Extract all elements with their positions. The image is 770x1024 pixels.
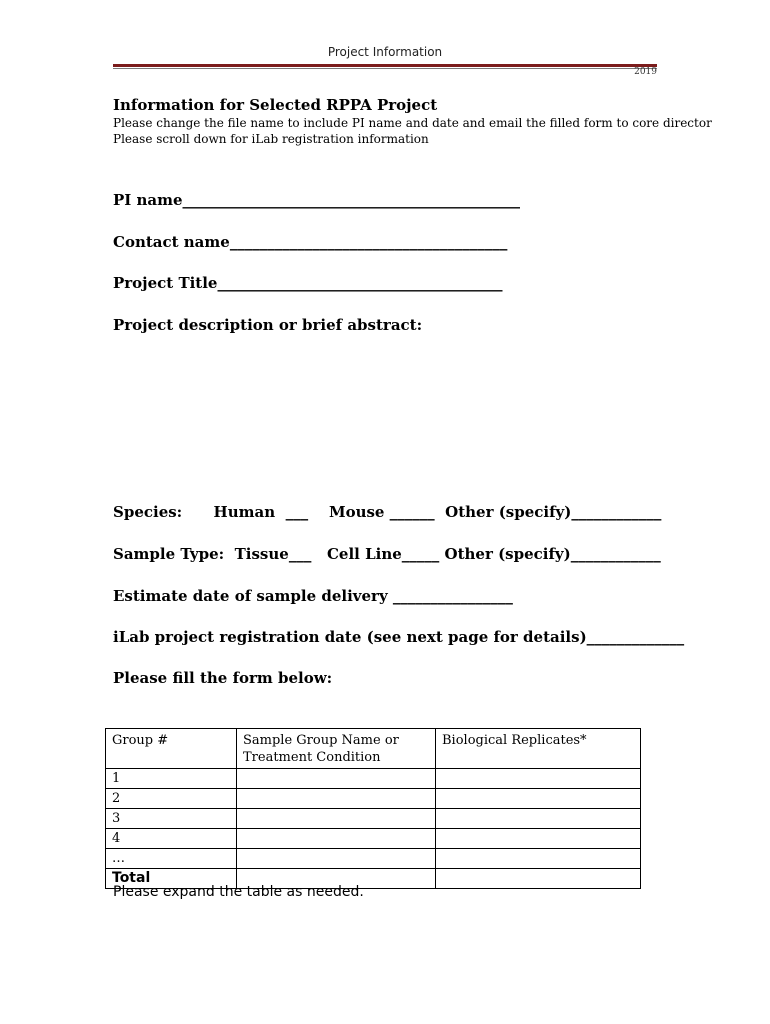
sample-group-name-cell[interactable]: [237, 829, 436, 849]
group-number-cell: 2: [106, 789, 237, 809]
sample-group-name-cell[interactable]: [237, 789, 436, 809]
header-sample-group-name: Sample Group Name or Treatment Condition: [237, 729, 436, 769]
group-number-cell: 4: [106, 829, 237, 849]
header-rule: [113, 64, 657, 67]
table-header-row: [106, 729, 641, 769]
sample-group-name-cell[interactable]: [237, 849, 436, 869]
page-header-title: Project Information: [327, 45, 443, 59]
sample-type-field[interactable]: Sample Type: Tissue___ Cell Line_____ Other (specify)____________: [113, 545, 661, 563]
instruction-line-2: Please scroll down for iLab registration information: [113, 132, 429, 146]
table-row: [106, 829, 641, 849]
biological-replicates-cell[interactable]: [436, 829, 641, 849]
delivery-date-field[interactable]: Estimate date of sample delivery ________________: [113, 587, 513, 605]
project-title-field[interactable]: Project Title______________________________________: [113, 274, 503, 292]
group-number-cell: 3: [106, 809, 237, 829]
header-rule-thin: [113, 68, 657, 69]
total-replicates-cell[interactable]: [436, 869, 641, 889]
fill-form-label: Please fill the form below:: [113, 669, 333, 687]
header-year: 2019: [634, 67, 657, 77]
header-group-number: Group #: [106, 729, 237, 769]
table-row: [106, 789, 641, 809]
project-description-label: Project description or brief abstract:: [113, 316, 423, 334]
biological-replicates-cell[interactable]: [436, 809, 641, 829]
biological-replicates-cell[interactable]: [436, 769, 641, 789]
sample-group-name-cell[interactable]: [237, 769, 436, 789]
group-number-cell: …: [106, 849, 237, 869]
pi-name-field[interactable]: PI name_____________________________________________: [113, 191, 521, 209]
total-label: Total: [106, 869, 237, 889]
contact-name-field[interactable]: Contact name_____________________________________: [113, 233, 508, 251]
sample-group-table: [105, 728, 641, 889]
biological-replicates-cell[interactable]: [436, 849, 641, 869]
group-number-cell: 1: [106, 769, 237, 789]
sample-group-name-cell[interactable]: [237, 809, 436, 829]
form-title: Information for Selected RPPA Project: [113, 96, 438, 114]
header-biological-replicates: Biological Replicates*: [436, 729, 641, 769]
species-field[interactable]: Species: Human ___ Mouse ______ Other (specify)____________: [113, 503, 662, 521]
table-footnote: Please expand the table as needed.: [113, 884, 364, 900]
table-row: [106, 849, 641, 869]
table-row: [106, 769, 641, 789]
ilab-registration-date-field[interactable]: iLab project registration date (see next page for details)_____________: [113, 628, 685, 646]
instruction-line-1: Please change the file name to include PI name and date and email the filled form to core director: [113, 116, 712, 130]
table-row: [106, 809, 641, 829]
biological-replicates-cell[interactable]: [436, 789, 641, 809]
